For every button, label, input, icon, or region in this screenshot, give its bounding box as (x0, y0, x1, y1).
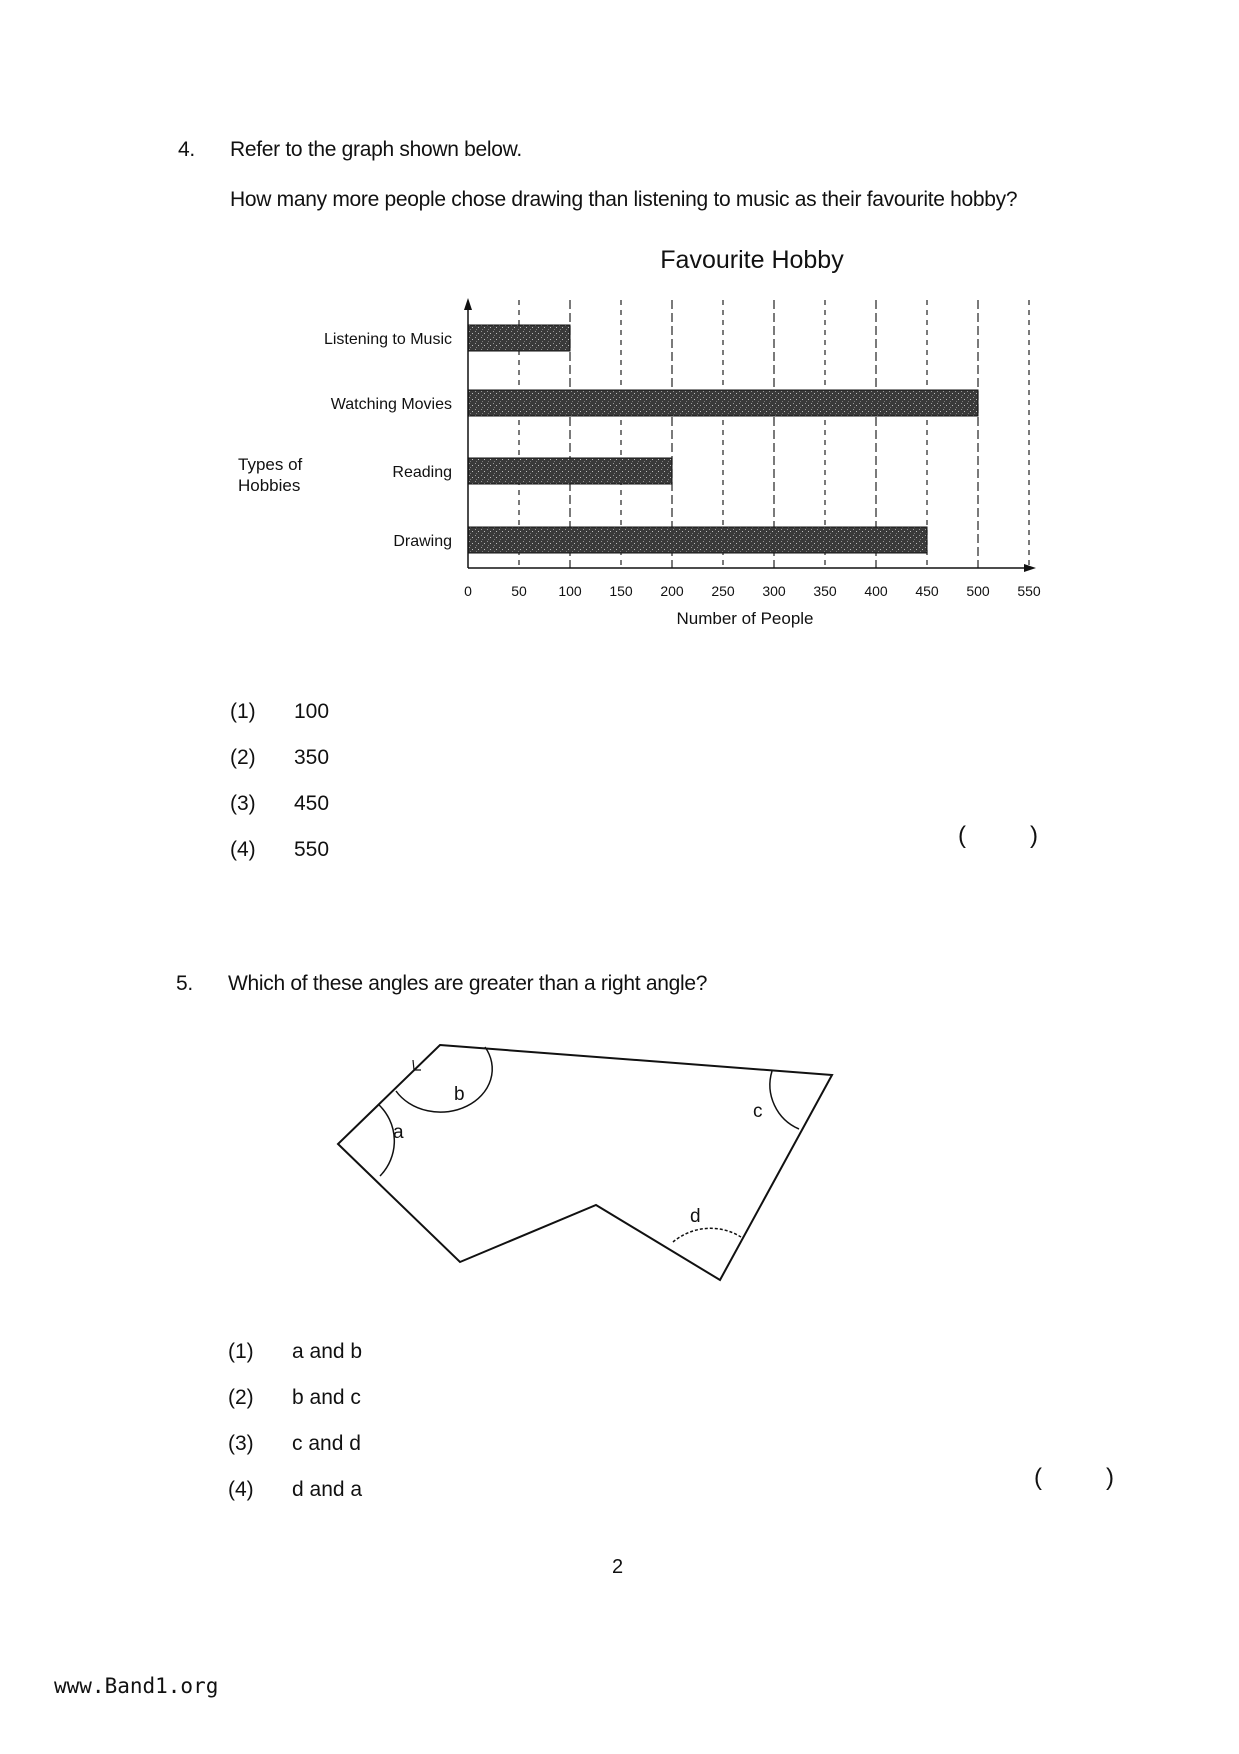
angle-label-c: c (753, 1101, 763, 1122)
x-tick-label: 350 (813, 583, 837, 599)
x-tick-label: 550 (1017, 583, 1041, 599)
q4-answer-box[interactable] (972, 820, 1032, 850)
polygon-angles-figure (0, 1000, 1239, 1320)
x-tick-label: 50 (511, 583, 527, 599)
page-number: 2 (612, 1556, 624, 1578)
x-axis-arrow (1024, 564, 1036, 572)
angle-b-arc (396, 1047, 492, 1112)
x-tick-label: 100 (558, 583, 582, 599)
category-label: Watching Movies (330, 396, 452, 413)
option-value: 550 (294, 838, 330, 861)
q4-number: 4. (178, 138, 195, 161)
q5-number: 5. (176, 972, 193, 995)
option-number: (3) (228, 1432, 254, 1455)
x-tick-label: 300 (762, 583, 786, 599)
q5-answer-open: ( (1034, 1464, 1042, 1491)
angle-c-arc (770, 1071, 799, 1129)
y-axis-arrow (464, 298, 472, 310)
option-value: a and b (292, 1340, 363, 1363)
q5-question: Which of these angles are greater than a right angle? (228, 972, 708, 995)
bar-listening-to-music (468, 325, 570, 351)
option-value: d and a (292, 1478, 363, 1501)
bar-watching-movies (468, 390, 978, 416)
option-number: (2) (230, 746, 256, 769)
option-number: (4) (230, 838, 256, 861)
q4-answer-close: ) (1030, 822, 1038, 849)
category-label: Listening to Music (323, 331, 452, 348)
angle-label-d: d (690, 1206, 701, 1227)
footer-url[interactable]: www.Band1.org (54, 1674, 219, 1698)
option-number: (2) (228, 1386, 254, 1409)
x-tick-label: 450 (915, 583, 939, 599)
bar-reading (468, 458, 672, 484)
favourite-hobby-chart (0, 0, 1239, 680)
angle-d-arc (673, 1228, 741, 1242)
option-number: (1) (230, 700, 256, 723)
x-tick-label: 500 (966, 583, 990, 599)
q4-question: How many more people chose drawing than listening to music as their favourite hobby? (230, 188, 1018, 211)
option-value: 450 (294, 792, 330, 815)
angle-a-arc (378, 1104, 394, 1176)
option-number: (3) (230, 792, 256, 815)
x-tick-label: 400 (864, 583, 888, 599)
option-value: c and d (292, 1432, 361, 1455)
option-value: 350 (294, 746, 330, 769)
category-label: Drawing (393, 533, 452, 550)
chart-bars (468, 325, 978, 553)
x-tick-label: 200 (660, 583, 684, 599)
chart-title: Favourite Hobby (660, 246, 844, 274)
q5-answer-close: ) (1106, 1464, 1114, 1491)
option-number: (4) (228, 1478, 254, 1501)
bar-drawing (468, 527, 927, 553)
angle-label-a: a (393, 1122, 404, 1143)
q4-answer-open: ( (958, 822, 966, 849)
y-axis-label: Types of Hobbies (238, 455, 303, 495)
x-axis-label: Number of People (676, 609, 814, 628)
x-tick-label: 0 (464, 583, 472, 599)
category-label: Reading (392, 464, 452, 481)
polygon-shape (338, 1045, 832, 1280)
option-number: (1) (228, 1340, 254, 1363)
x-tick-label: 250 (711, 583, 735, 599)
option-value: 100 (294, 700, 330, 723)
angle-label-b: b (454, 1084, 465, 1105)
x-tick-label: 150 (609, 583, 633, 599)
option-value: b and c (292, 1386, 361, 1409)
q4-instruction: Refer to the graph shown below. (230, 138, 522, 161)
q5-answer-box[interactable] (1048, 1462, 1108, 1492)
